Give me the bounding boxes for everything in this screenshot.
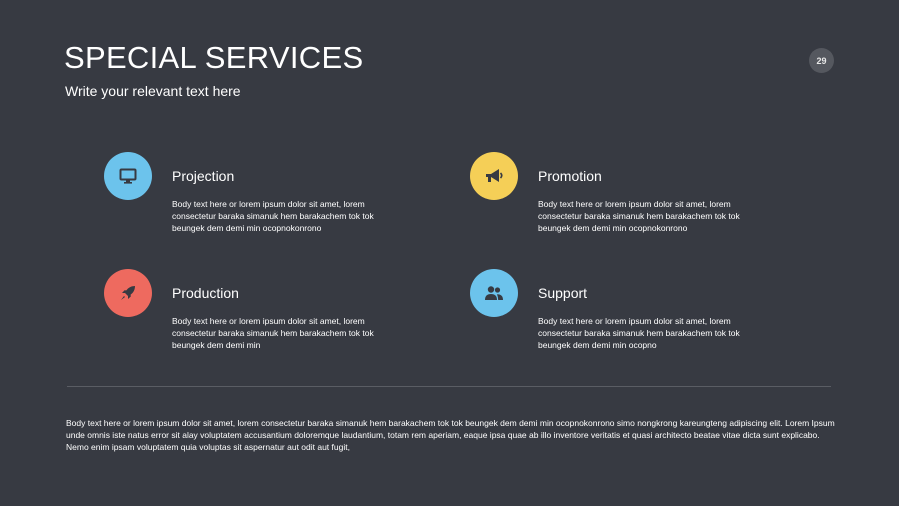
service-body: Body text here or lorem ipsum dolor sit amet, lorem consectetur baraka simanuk hem barakachem tok tok beungek dem demi min (172, 316, 374, 350)
rocket-icon (104, 269, 152, 317)
divider (67, 386, 831, 387)
service-body: Body text here or lorem ipsum dolor sit amet, lorem consectetur baraka simanuk hem barakachem tok tok beungek dem demi min ocopnokonrono (172, 199, 374, 233)
service-title: Promotion (538, 168, 602, 184)
footer-text: Body text here or lorem ipsum dolor sit amet, lorem consectetur baraka simanuk hem barakachem tok tok beungek dem demi min ocopnokonrono simo nongkrong kareungteng adipiscing elit. Lorem Ipsum unde omnis iste natus error sit alay voluptatem accusantium doloremque laudantium, totam rem aperiam, eaque ipsa quae ab illo inventore veritatis et quasi architecto beatae vitae dicta sunt explicabo. Nemo enim ipsam voluptatem quia voluptas sit aspernatur aut odit aut fugit, (66, 418, 835, 452)
service-support (470, 269, 770, 359)
megaphone-icon (470, 152, 518, 200)
monitor-icon (104, 152, 152, 200)
page-number-badge: 29 (809, 48, 834, 73)
service-title: Support (538, 285, 588, 301)
service-projection (104, 152, 404, 242)
users-icon (470, 269, 518, 317)
service-production (104, 269, 404, 359)
page-subtitle: Write your relevant text here (65, 83, 241, 99)
service-title: Projection (172, 168, 235, 184)
service-promotion (470, 152, 770, 242)
service-body: Body text here or lorem ipsum dolor sit amet, lorem consectetur baraka simanuk hem barakachem tok tok beungek dem demi min ocopno (538, 316, 740, 350)
service-body: Body text here or lorem ipsum dolor sit amet, lorem consectetur baraka simanuk hem barakachem tok tok beungek dem demi min ocopnokonrono (538, 199, 740, 233)
service-title: Production (172, 285, 239, 301)
page-title: SPECIAL SERVICES (64, 40, 364, 75)
